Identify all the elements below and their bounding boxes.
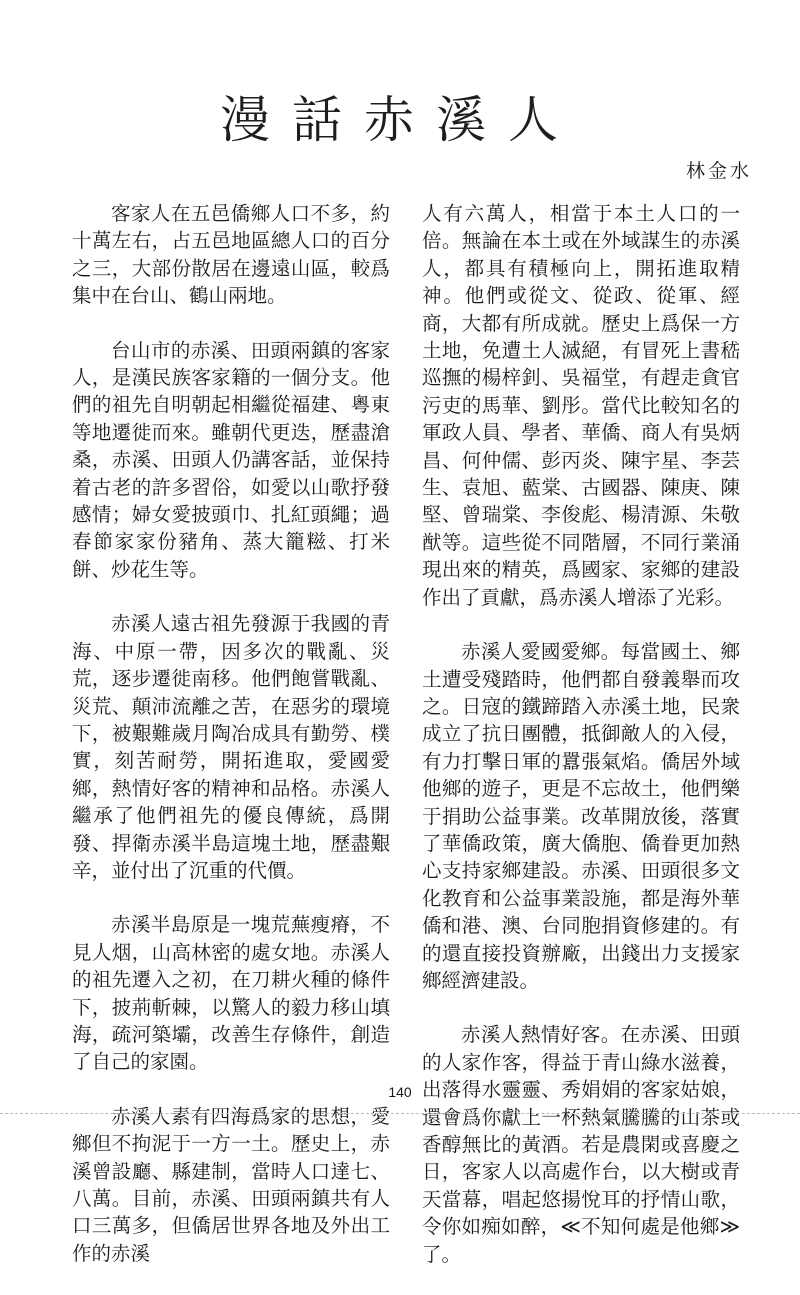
paragraph-continued: 人有六萬人，相當于本土人口的一倍。無論在本土或在外域謀生的赤溪人，都具有積極向上，開拓進取精神。他們或從文、從政、從軍、經商，大都有所成就。歷史上爲保一方土地，免遭土人滅絕，有冒死上書嵇巡撫的楊梓釗、吳福堂，有趕走貪官污吏的馬華、劉彤。當代比較知名的軍政人員、學者、華僑、商人有吳炳昌、何仲儒、彭丙炎、陳宇星、李芸生、袁旭、藍棠、古國器、陳庚、陳堅、曾瑞棠、李俊彪、楊清源、朱敬猷等。這些從不同階層，不同行業涌現出來的精英，爲國家、家鄉的建設作出了貢獻，爲赤溪人增添了光彩。 [422,202,740,609]
paragraph: 赤溪人愛國愛鄉。每當國土、鄉土遭受殘踏時，他們都自發義舉而攻之。日寇的鐵蹄踏入赤溪土地，民衆成立了抗日團體，抵御敵人的入侵，有力打擊日軍的囂張氣焰。僑居外域他鄉的遊子，更是不忘故土，他們樂于捐助公益事業。改革開放後，落實了華僑政策，廣大僑胞、僑眷更加熱心支持家鄉建設。赤溪、田頭很多文化教育和公益事業設施，都是海外華僑和港、澳、台同胞捐資修建的。有的還直接投資辦廠，出錢出力支援家鄉經濟建設。 [422,640,740,992]
author-name: 林金水 [685,160,752,182]
paragraph: 赤溪人遠古祖先發源于我國的青海、中原一帶，因多次的戰亂、災荒，逐步遷徙南移。他們飽嘗戰亂、災荒、顛沛流離之苦，在惡劣的環境下，被艱難歲月陶冶成具有勤勞、樸實，刻苦耐勞，開拓進取，愛國愛鄉，熱情好客的精神和品格。赤溪人繼承了他們祖先的優良傳統，爲開發、捍衛赤溪半島這塊土地，歷盡艱辛，並付出了沉重的代價。 [72,612,390,882]
paragraph: 赤溪人素有四海爲家的思想，愛鄉但不拘泥于一方一土。歷史上，赤溪曾設廳、縣建制，當時人口達七、八萬。目前，赤溪、田頭兩鎮共有人口三萬多，但僑居世界各地及外出工作的赤溪 [72,1104,390,1265]
footer-divider [0,1113,800,1114]
paragraph: 赤溪人熱情好客。在赤溪、田頭的人家作客，得益于青山綠水滋養，出落得水靈靈、秀娟娟的客家姑娘，還會爲你獻上一杯熱氣騰騰的山茶或香醇無比的黃酒。若是農閑或喜慶之日，客家人以高處作台，以大樹或青天當幕，唱起悠揚悅耳的抒情山歌，令你如痴如醉，≪不知何處是他鄉≫了。 [422,1023,740,1266]
right-column [422,200,740,1295]
article-title: 漫話赤溪人 [220,91,580,149]
page-number: 140 [388,1084,412,1100]
paragraph: 赤溪半島原是一塊荒蕪瘦瘠，不見人烟，山高林密的處女地。赤溪人的祖先遷入之初，在刀耕火種的條件下，披荊斬棘，以驚人的毅力移山填海，疏河築壩，改善生存條件，創造了自己的家園。 [72,913,390,1074]
left-column [72,200,390,1294]
paragraph: 客家人在五邑僑鄉人口不多，約十萬左右，占五邑地區總人口的百分之三，大部份散居在邊遠山區，較爲集中在台山、鶴山兩地。 [72,202,390,308]
paragraph: 台山市的赤溪、田頭兩鎮的客家人，是漢民族客家籍的一個分支。他們的祖先自明朝起相繼從福建、粵東等地遷徙而來。雖朝代更迭，歷盡滄桑，赤溪、田頭人仍講客話，並保持着古老的許多習俗，如愛以山歌抒發感情；婦女愛披頭巾、扎紅頭繩；過春節家家份豬角、蒸大籠糍、打米餅、炒花生等。 [72,338,390,581]
